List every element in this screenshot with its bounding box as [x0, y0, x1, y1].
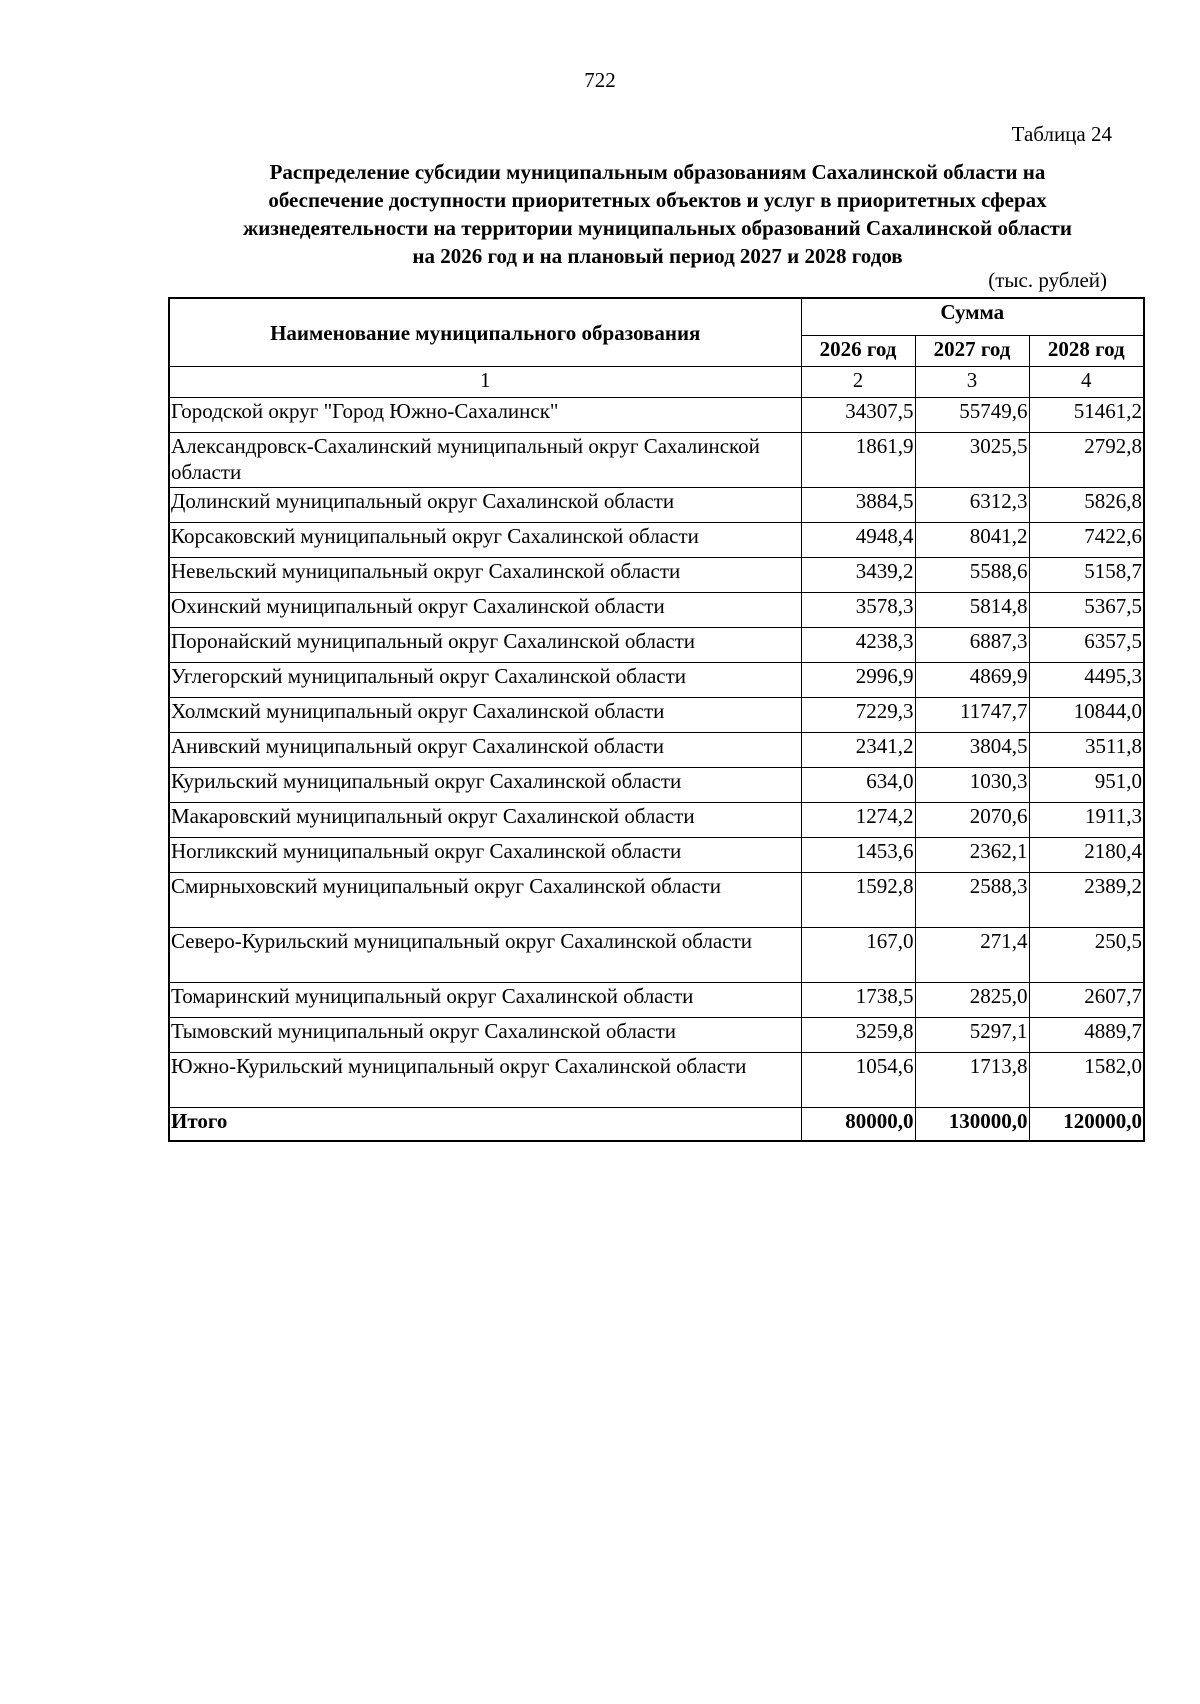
table-row	[169, 873, 1144, 928]
table-row	[169, 698, 1144, 733]
table-row	[169, 1053, 1144, 1108]
column-number: 4	[1029, 367, 1144, 398]
municipality-name: Макаровский муниципальный округ Сахалинской области	[169, 803, 801, 838]
header-year-2026: 2026 год	[801, 336, 915, 367]
value-2028: 5158,7	[1029, 558, 1144, 593]
value-2026: 34307,5	[801, 398, 915, 433]
value-2027: 5814,8	[915, 593, 1029, 628]
value-2028: 4495,3	[1029, 663, 1144, 698]
table-row	[169, 433, 1144, 488]
header-name: Наименование муниципального образования	[169, 298, 801, 367]
value-2026: 1738,5	[801, 983, 915, 1018]
value-2026: 1592,8	[801, 873, 915, 928]
value-2028: 3511,8	[1029, 733, 1144, 768]
title-line: обеспечение доступности приоритетных объектов и услуг в приоритетных сферах	[268, 188, 1047, 212]
municipality-name: Невельский муниципальный округ Сахалинской области	[169, 558, 801, 593]
municipality-name: Долинский муниципальный округ Сахалинской области	[169, 488, 801, 523]
header-year-2028: 2028 год	[1029, 336, 1144, 367]
header-year-2027: 2027 год	[915, 336, 1029, 367]
value-2027: 2362,1	[915, 838, 1029, 873]
total-2027: 130000,0	[915, 1108, 1029, 1142]
value-2027: 8041,2	[915, 523, 1029, 558]
municipality-name: Анивский муниципальный округ Сахалинской области	[169, 733, 801, 768]
value-2027: 3025,5	[915, 433, 1029, 488]
document-title	[170, 158, 1145, 270]
value-2028: 2389,2	[1029, 873, 1144, 928]
total-label: Итого	[169, 1108, 801, 1142]
municipality-name: Северо-Курильский муниципальный округ Сахалинской области	[169, 928, 801, 983]
value-2028: 250,5	[1029, 928, 1144, 983]
value-2027: 6887,3	[915, 628, 1029, 663]
municipality-name: Углегорский муниципальный округ Сахалинской области	[169, 663, 801, 698]
value-2026: 1274,2	[801, 803, 915, 838]
municipality-name: Смирныховский муниципальный округ Сахалинской области	[169, 873, 801, 928]
value-2027: 2825,0	[915, 983, 1029, 1018]
value-2026: 1453,6	[801, 838, 915, 873]
value-2027: 6312,3	[915, 488, 1029, 523]
value-2027: 1030,3	[915, 768, 1029, 803]
value-2027: 11747,7	[915, 698, 1029, 733]
value-2028: 1911,3	[1029, 803, 1144, 838]
table-row	[169, 733, 1144, 768]
title-line: на 2026 год и на плановый период 2027 и 2028 годов	[412, 244, 903, 268]
value-2027: 5297,1	[915, 1018, 1029, 1053]
value-2027: 5588,6	[915, 558, 1029, 593]
column-number-row	[169, 367, 1144, 398]
subsidy-table	[168, 297, 1145, 1142]
value-2028: 1582,0	[1029, 1053, 1144, 1108]
municipality-name: Александровск-Сахалинский муниципальный округ Сахалинской области	[169, 433, 801, 488]
value-2026: 2996,9	[801, 663, 915, 698]
value-2028: 2180,4	[1029, 838, 1144, 873]
municipality-name: Ногликский муниципальный округ Сахалинской области	[169, 838, 801, 873]
table-row	[169, 398, 1144, 433]
value-2026: 167,0	[801, 928, 915, 983]
municipality-name: Тымовский муниципальный округ Сахалинской области	[169, 1018, 801, 1053]
municipality-name: Городской округ "Город Южно-Сахалинск"	[169, 398, 801, 433]
value-2027: 4869,9	[915, 663, 1029, 698]
value-2028: 5367,5	[1029, 593, 1144, 628]
column-number: 2	[801, 367, 915, 398]
table-row	[169, 558, 1144, 593]
municipality-name: Корсаковский муниципальный округ Сахалинской области	[169, 523, 801, 558]
value-2027: 55749,6	[915, 398, 1029, 433]
total-row	[169, 1108, 1144, 1142]
value-2026: 4238,3	[801, 628, 915, 663]
table-label: Таблица 24	[1011, 122, 1112, 146]
value-2027: 2588,3	[915, 873, 1029, 928]
municipality-name: Томаринский муниципальный округ Сахалинской области	[169, 983, 801, 1018]
table-row	[169, 838, 1144, 873]
value-2028: 4889,7	[1029, 1018, 1144, 1053]
value-2026: 3578,3	[801, 593, 915, 628]
title-line: Распределение субсидии муниципальным образованиям Сахалинской области на	[269, 160, 1046, 184]
table-row	[169, 928, 1144, 983]
table-row	[169, 768, 1144, 803]
table-row	[169, 628, 1144, 663]
table-row	[169, 983, 1144, 1018]
value-2028: 10844,0	[1029, 698, 1144, 733]
value-2026: 3884,5	[801, 488, 915, 523]
municipality-name: Южно-Курильский муниципальный округ Сахалинской области	[169, 1053, 801, 1108]
table-row	[169, 593, 1144, 628]
value-2028: 951,0	[1029, 768, 1144, 803]
value-2027: 3804,5	[915, 733, 1029, 768]
municipality-name: Курильский муниципальный округ Сахалинской области	[169, 768, 801, 803]
value-2026: 2341,2	[801, 733, 915, 768]
value-2026: 3439,2	[801, 558, 915, 593]
value-2026: 7229,3	[801, 698, 915, 733]
column-number: 1	[169, 367, 801, 398]
page-number: 722	[584, 68, 616, 92]
table-row	[169, 803, 1144, 838]
total-2028: 120000,0	[1029, 1108, 1144, 1142]
value-2027: 1713,8	[915, 1053, 1029, 1108]
value-2028: 6357,5	[1029, 628, 1144, 663]
title-line: жизнедеятельности на территории муниципальных образований Сахалинской области	[243, 216, 1072, 240]
header-sum: Сумма	[801, 298, 1144, 336]
municipality-name: Холмский муниципальный округ Сахалинской области	[169, 698, 801, 733]
table-row	[169, 1018, 1144, 1053]
municipality-name: Поронайский муниципальный округ Сахалинской области	[169, 628, 801, 663]
table-row	[169, 488, 1144, 523]
column-number: 3	[915, 367, 1029, 398]
value-2028: 2792,8	[1029, 433, 1144, 488]
value-2027: 271,4	[915, 928, 1029, 983]
value-2026: 3259,8	[801, 1018, 915, 1053]
units-label: (тыс. рублей)	[988, 268, 1107, 292]
value-2028: 5826,8	[1029, 488, 1144, 523]
value-2027: 2070,6	[915, 803, 1029, 838]
value-2026: 634,0	[801, 768, 915, 803]
value-2026: 1054,6	[801, 1053, 915, 1108]
value-2026: 1861,9	[801, 433, 915, 488]
municipality-name: Охинский муниципальный округ Сахалинской области	[169, 593, 801, 628]
value-2028: 2607,7	[1029, 983, 1144, 1018]
table-row	[169, 523, 1144, 558]
value-2026: 4948,4	[801, 523, 915, 558]
value-2028: 51461,2	[1029, 398, 1144, 433]
value-2028: 7422,6	[1029, 523, 1144, 558]
total-2026: 80000,0	[801, 1108, 915, 1142]
table-row	[169, 663, 1144, 698]
